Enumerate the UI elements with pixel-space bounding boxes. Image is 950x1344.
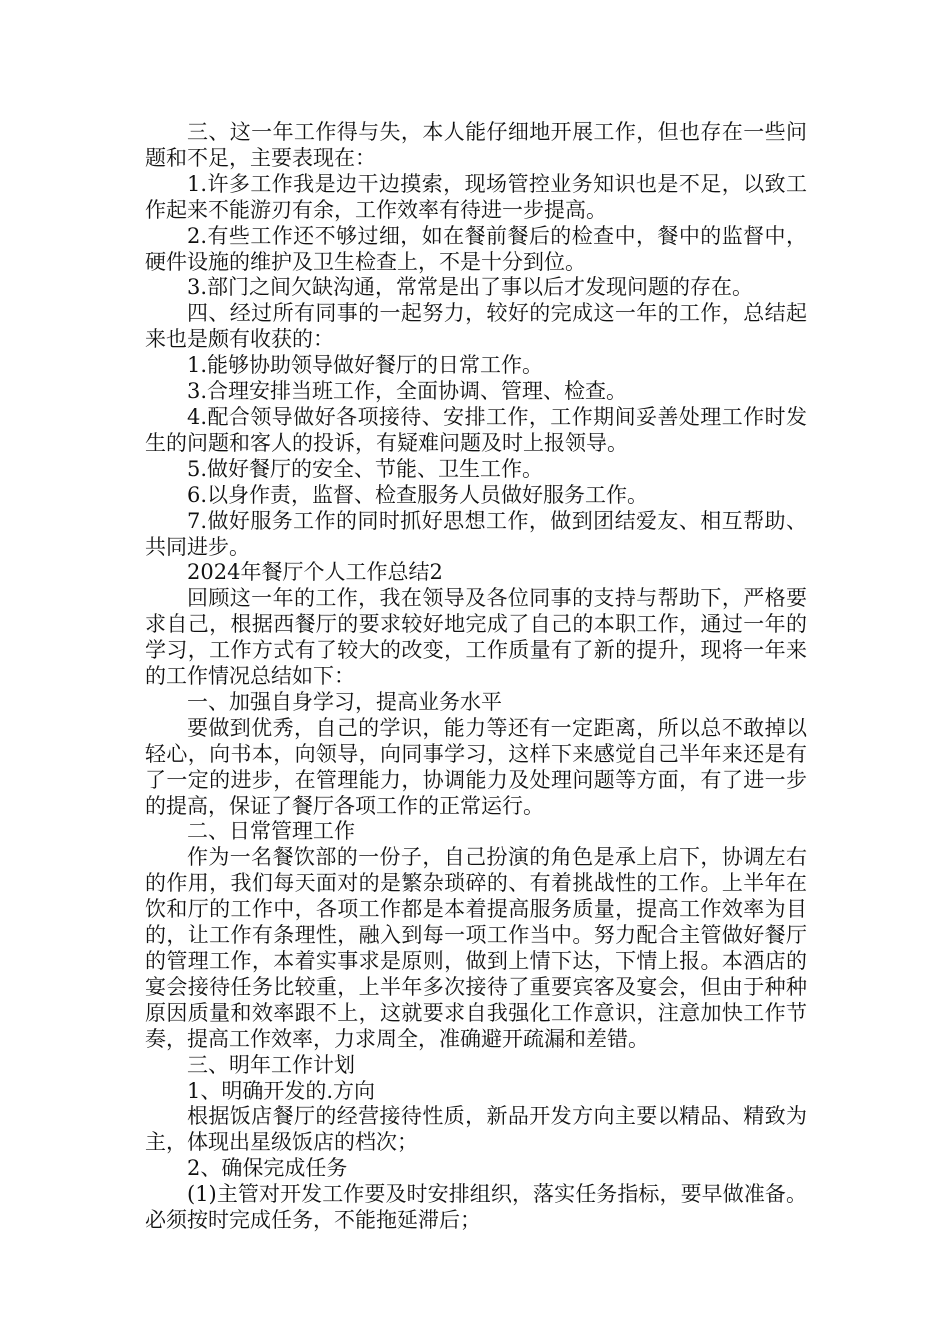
paragraph: 2.有些工作还不够过细，如在餐前餐后的检查中，餐中的监督中，硬件设施的维护及卫生检查上，不是十分到位。 — [145, 223, 807, 274]
paragraph: 作为一名餐饮部的一份子，自己扮演的角色是承上启下，协调左右的作用，我们每天面对的是繁杂琐碎的、有着挑战性的工作。上半年在饮和厅的工作中，各项工作都是本着提高服务质量，提高工作效率为目的，让工作有条理性，融入到每一项工作当中。努力配合主管做好餐厅的管理工作，本着实事求是原则，做到上情下达，下情上报。本酒店的宴会接待任务比较重，上半年多次接待了重要宾客及宴会，但由于种种原因质量和效率跟不上，这就要求自我强化工作意识，注意加快工作节奏，提高工作效率，力求周全，准确避开疏漏和差错。 — [145, 845, 807, 1051]
document-body — [145, 120, 807, 1234]
section-title: 2024年餐厅个人工作总结2 — [187, 560, 443, 585]
paragraph: 三、这一年工作得与失，本人能仔细地开展工作，但也存在一些问题和不足，主要表现在： — [145, 120, 807, 170]
paragraph: 5.做好餐厅的安全、节能、卫生工作。 — [187, 456, 544, 481]
paragraph: 1.许多工作我是边干边摸索，现场管控业务知识也是不足，以致工作起来不能游刃有余，工作效率有待进一步提高。 — [145, 171, 807, 222]
paragraph: 6.以身作责，监督、检查服务人员做好服务工作。 — [187, 482, 649, 507]
paragraph: 7.做好服务工作的同时抓好思想工作，做到团结爱友、相互帮助、共同进步。 — [145, 508, 807, 559]
paragraph: 回顾这一年的工作，我在领导及各位同事的支持与帮助下，严格要求自己，根据西餐厅的要求较好地完成了自己的本职工作，通过一年的学习，工作方式有了较大的改变，工作质量有了新的提升，现将一年来的工作情况总结如下： — [145, 586, 807, 689]
paragraph: 3.合理安排当班工作，全面协调、管理、检查。 — [187, 379, 628, 404]
paragraph: 4.配合领导做好各项接待、安排工作，工作期间妥善处理工作时发生的问题和客人的投诉，有疑难问题及时上报领导。 — [145, 404, 807, 455]
paragraph: 要做到优秀，自己的学识，能力等还有一定距离，所以总不敢掉以轻心，向书本，向领导，向同事学习，这样下来感觉自己半年来还是有了一定的进步，在管理能力，协调能力及处理问题等方面，有了进一步的提高，保证了餐厅各项工作的正常运行。 — [145, 715, 807, 818]
subheading: 二、日常管理工作 — [187, 819, 355, 844]
subheading: 1、明确开发的.方向 — [187, 1078, 376, 1103]
paragraph: 1.能够协助领导做好餐厅的日常工作。 — [187, 353, 544, 378]
paragraph: 根据饭店餐厅的经营接待性质，新品开发方向主要以精品、精致为主，体现出星级饭店的档次； — [145, 1104, 807, 1155]
paragraph: (1)主管对开发工作要及时安排组织，落实任务指标，要早做准备。必须按时完成任务，不能拖延滞后； — [145, 1182, 807, 1233]
paragraph: 四、经过所有同事的一起努力，较好的完成这一年的工作，总结起来也是颇有收获的： — [145, 301, 807, 352]
subheading: 一、加强自身学习，提高业务水平 — [187, 689, 502, 714]
subheading: 2、确保完成任务 — [187, 1156, 348, 1181]
subheading: 三、明年工作计划 — [187, 1052, 355, 1077]
paragraph: 3.部门之间欠缺沟通，常常是出了事以后才发现问题的存在。 — [187, 275, 754, 300]
